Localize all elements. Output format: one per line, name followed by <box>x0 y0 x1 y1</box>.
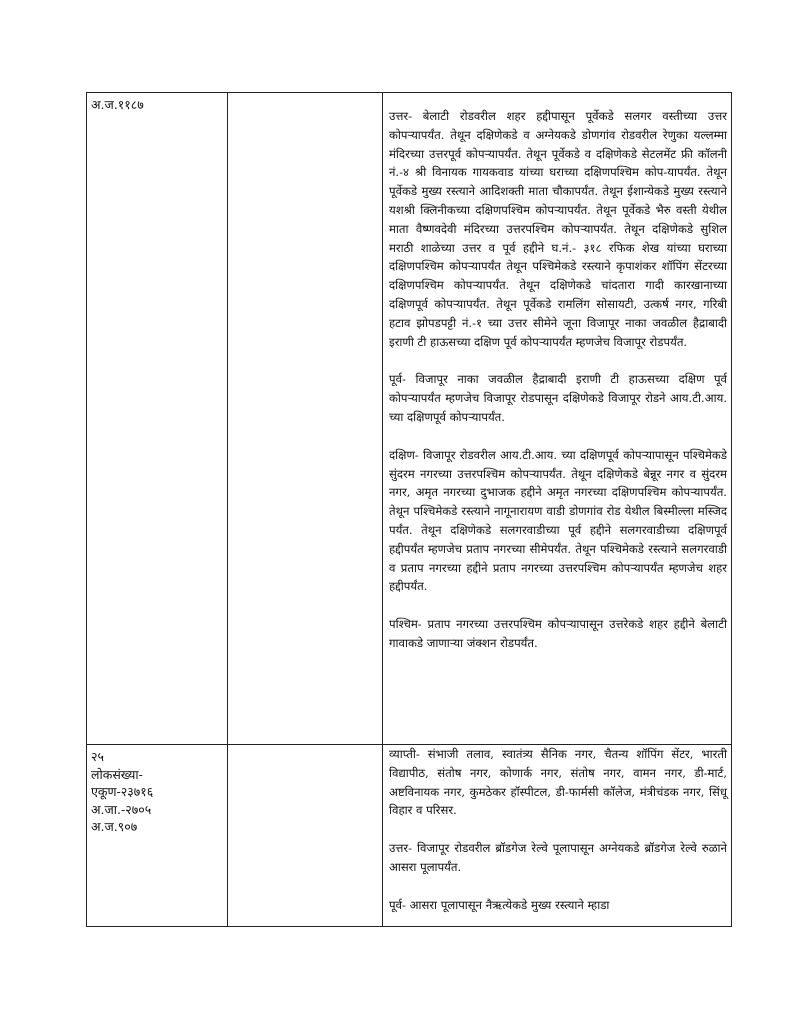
boundary-description-cell <box>383 93 732 745</box>
east-boundary: पूर्व- विजापूर नाका जवळील हैद्राबादी इराणी टी हाऊसच्या दक्षिण पूर्व कोपऱ्यापर्यंत म्हणजेच विजापूर रोडपासून दक्षिणेकडे विजापूर रोडने आय.टी.आय. च्या दक्षिणपूर्व कोपऱ्यापर्यंत. <box>389 372 727 424</box>
tribe-count: अ.ज.११८७ <box>91 97 144 112</box>
ward-boundary-table <box>86 92 732 927</box>
scheduled-caste-count: अ.जा.-२७०५ <box>91 801 152 817</box>
east-boundary: पूर्व- आसरा पूलापासून नैऋत्येकडे मुख्य रस्त्याने म्हाडा <box>389 897 610 912</box>
table-row <box>87 745 732 927</box>
scheduled-tribe-count: अ.ज.९०७ <box>91 819 138 834</box>
ward-info-cell <box>87 93 228 745</box>
boundary-description-cell <box>383 745 732 927</box>
empty-cell <box>228 93 383 745</box>
west-boundary: पश्चिम- प्रताप नगरच्या उत्तरपश्चिम कोपऱ्यापासून उत्तरेकडे शहर हद्दीने बेलाटी गावाकडे जाणाऱ्या जंक्शन रोडपर्यंत. <box>389 617 727 650</box>
table-row <box>87 93 732 745</box>
ward-number: २५ <box>91 749 105 764</box>
ward-info-cell <box>87 745 228 927</box>
population-label: लोकसंख्या- <box>91 766 143 782</box>
north-boundary: उत्तर- विजापूर रोडवरील ब्रॉडगेज रेल्वे पूलापासून अग्नेयकडे ब्रॉडगेज रेल्वे रुळाने आसरा पूलापर्यंत. <box>389 841 727 874</box>
north-boundary: उत्तर- बेलाटी रोडवरील शहर हद्दीपासून पूर्वेकडे सलगर वस्तीच्या उत्तर कोपऱ्यापर्यंत. तेथून दक्षिणेकडे व अग्नेयकडे डोणगांव रोडवरील रेणुका यल्लम्मा मंदिरच्या उत्तरपूर्व कोपऱ्यापर्यंत. तेथून पूर्वेकडे व दक्षिणेकडे सेटलमेंट फ्री कॉलनी नं.-४ श्री विनायक गायकवाड यांच्या घराच्या दक्षिणपश्चिम कोप-यापर्यंत. तेथून पूर्वेकडे मुख्य रस्त्याने आदिशक्ती माता चौकापर्यंत. तेथून ईशान्येकडे मुख्य रस्त्याने यशश्री क्लिनीकच्या दक्षिणपश्चिम कोपऱ्यापर्यंत. तेथून पूर्वेकडे भैरु वस्ती येथील माता वैष्णवदेवी मंदिरच्या उत्तरपश्चिम कोपऱ्यापर्यंत. तेथून दक्षिणेकडे सुशिल मराठी शाळेच्या उत्तर व पूर्व हद्दीने घ.नं.- ३१८ रफिक शेख यांच्या घराच्या दक्षिणपश्चिम कोपऱ्यापर्यंत तेथून पश्चिमेकडे रस्त्याने कृपाशंकर शॉपिंग सेंटरच्या दक्षिणपश्चिम कोपऱ्यापर्यंत. तेथून दक्षिणेकडे चांदतारा गादी कारखानाच्या दक्षिणपूर्व कोपऱ्यापर्यंत. तेथून पूर्वेकडे रामलिंग सोसायटी, उत्कर्ष नगर, गरिबी हटाव झोपडपट्टी नं.-१ च्या उत्तर सीमेने जूना विजापूर नाका जवळील हैद्राबादी इराणी टी हाऊसच्या दक्षिण पूर्व कोपऱ्यापर्यंत म्हणजेच विजापूर रोडपर्यंत. <box>389 109 727 349</box>
population-total: एकूण-२३७१६ <box>91 784 154 799</box>
south-boundary: दक्षिण- विजापूर रोडवरील आय.टी.आय. च्या दक्षिणपूर्व कोपऱ्यापासून पश्चिमेकडे सुंदरम नगरच्या उत्तरपश्चिम कोपऱ्यापर्यंत. तेथून दक्षिणेकडे बेन्नूर नगर व सुंदरम नगर, अमृत नगरच्या दुभाजक हद्दीने अमृत नगरच्या दक्षिणपश्चिम कोपऱ्यापर्यंत. तेथून पश्चिमेकडे रस्त्याने नागूनारायण वाडी डोणगांव रोड येथील बिस्मील्ला मस्जिद पर्यंत. तेथून दक्षिणेकडे सलगरवाडीच्या पूर्व हद्दीने सलगरवाडीच्या दक्षिणपूर्व हद्दीपर्यंत म्हणजेच प्रताप नगरच्या सीमेपर्यंत. तेथून पश्चिमेकडे रस्त्याने सलगरवाडी व प्रताप नगरच्या हद्दीने प्रताप नगरच्या उत्तरपश्चिम कोपऱ्यापर्यंत म्हणजेच शहर हद्दीपर्यंत. <box>389 447 727 594</box>
coverage-area: व्याप्ती- संभाजी तलाव, स्वातंत्र्य सैनिक नगर, चैतन्य शॉपिंग सेंटर, भारती विद्यापीठ, संतोष नगर, कोणार्क नगर, संतोष नगर, वामन नगर, डी-मार्ट, अष्टविनायक नगर, कुमठेकर हॉस्पीटल, डी-फार्मसी कॉलेज, मंत्रीचंडक नगर, सिंधू विहार व परिसर. <box>389 747 727 818</box>
empty-cell <box>228 745 383 927</box>
